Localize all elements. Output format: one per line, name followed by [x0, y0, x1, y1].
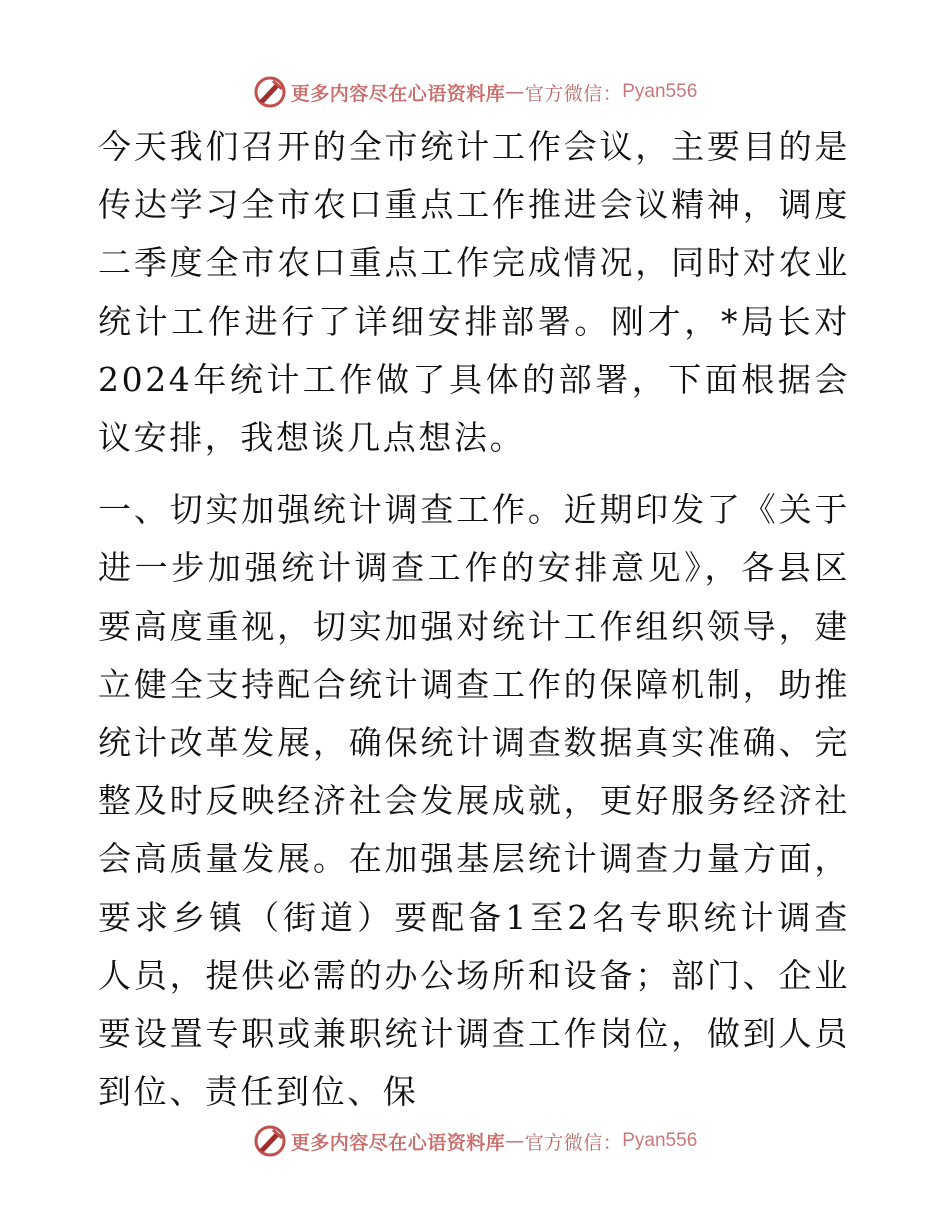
paragraph-intro: 今天我们召开的全市统计工作会议，主要目的是传达学习全市农口重点工作推进会议精神，调度二季度全市农口重点工作完成情况，同时对农业统计工作进行了详细安排部署。刚才，*局长对2024年统计工作做了具体的部署，下面根据会议安排，我想谈几点想法。: [98, 127, 850, 458]
pen-emblem-logo-icon: [253, 75, 287, 109]
header-watermark: [0, 72, 950, 112]
watermark-account: Pyan556: [622, 1130, 698, 1151]
document-body: [98, 118, 850, 1121]
watermark-dash: —: [505, 81, 525, 103]
watermark-sub-text: 官方微信：: [524, 82, 623, 105]
footer-watermark: [0, 1121, 950, 1161]
watermark-sub-text: 官方微信：: [524, 1131, 623, 1154]
paragraph-section-one: 一、切实加强统计调查工作。近期印发了《关于进一步加强统计调查工作的安排意见》，各县区要高度重视，切实加强对统计工作组织领导，建立健全支持配合统计调查工作的保障机制，助推统计改革发展，确保统计调查数据真实准确、完整及时反映经济社会发展成就，更好服务经济社会高质量发展。在加强基层统计调查力量方面，要求乡镇（街道）要配备1至2名专职统计调查人员，提供必需的办公场所和设备；部门、企业要设置专职或兼职统计调查工作岗位，做到人员到位、责任到位、保: [98, 490, 850, 1112]
watermark-dash: —: [505, 1130, 525, 1152]
watermark-main-text: 更多内容尽在心语资料库: [290, 82, 506, 105]
watermark-main-text: 更多内容尽在心语资料库: [290, 1131, 506, 1154]
watermark-account: Pyan556: [622, 81, 698, 102]
pen-emblem-logo-icon: [253, 1124, 287, 1158]
